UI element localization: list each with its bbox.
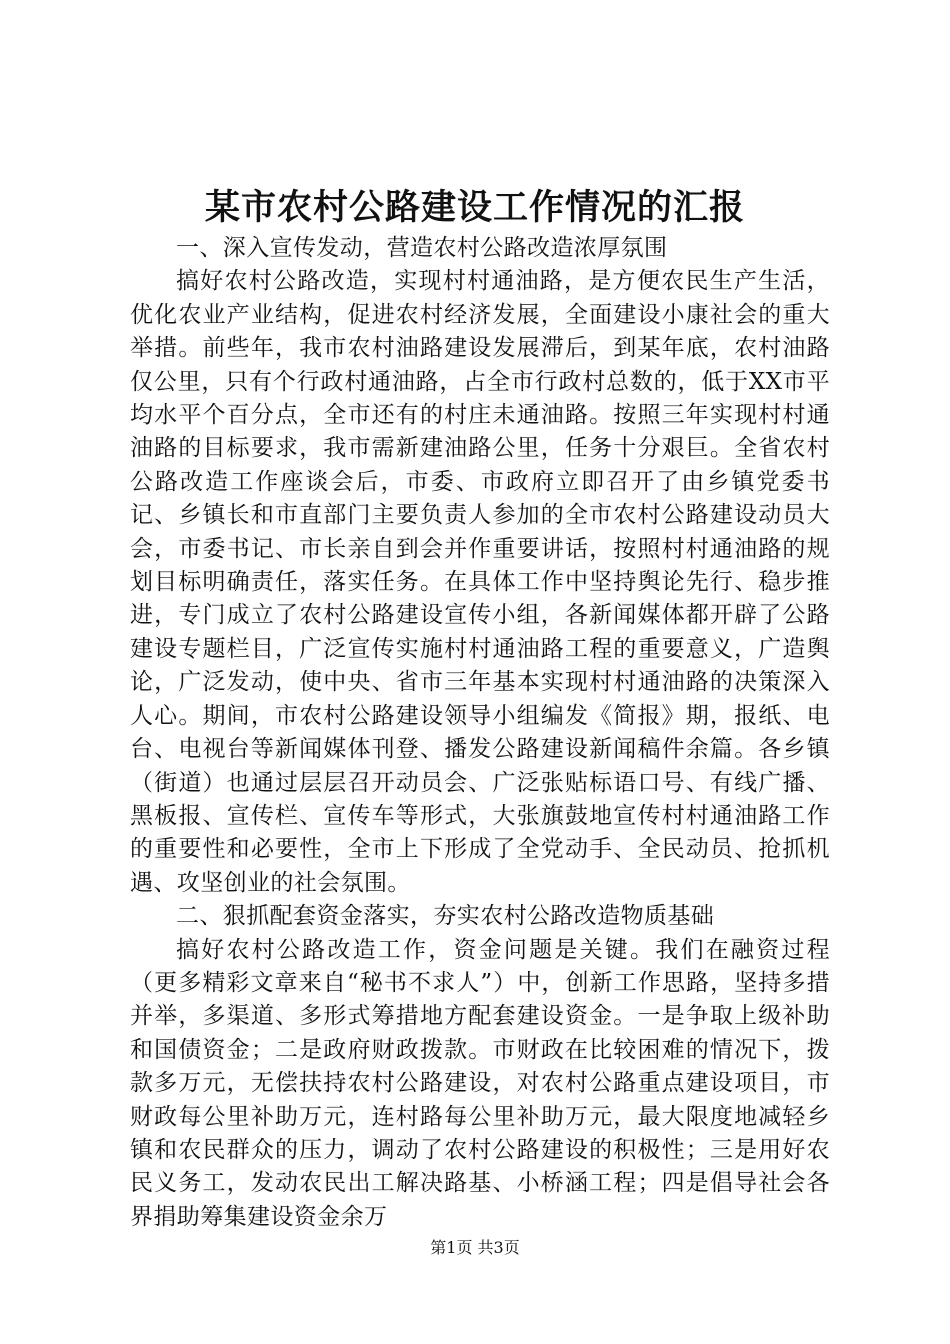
body-paragraph-2: 搞好农村公路改造工作，资金问题是关键。我们在融资过程（更多精彩文章来自“秘书不求人”）中，创新工作思路，坚持多措并举，多渠道、多形式筹措地方配套建设资金。一是争取上级补助和国债资金；二是政府财政拨款。市财政在比较困难的情况下，拨款多万元，无偿扶持农村公路建设，对农村公路重点建设项目，市财政每公里补助万元，连村路每公里补助万元，最大限度地减轻乡镇和农民群众的压力，调动了农村公路建设的积极性；三是用好农民义务工，发动农民出工解决路基、小桥涵工程；四是倡导社会各界捐助筹集建设资金余万 <box>130 936 830 1230</box>
document-body <box>130 232 830 1234</box>
document-title: 某市农村公路建设工作情况的汇报 <box>204 187 745 228</box>
section-heading-1: 一、深入宣传发动，营造农村公路改造浓厚氛围 <box>176 235 668 261</box>
page-footer: 第1页 共3页 <box>430 1238 520 1257</box>
section-heading-2: 二、狠抓配套资金落实，夯实农村公路改造物质基础 <box>176 903 715 930</box>
body-paragraph-1: 搞好农村公路改造，实现村村通油路，是方便农民生产生活，优化农业产业结构，促进农村经济发展，全面建设小康社会的重大举措。前些年，我市农村油路建设发展滞后，到某年底，农村油路仅公里，只有个行政村通油路，占全市行政村总数的，低于XX市平均水平个百分点，全市还有的村庄未通油路。按照三年实现村村通油路的目标要求，我市需新建油路公里，任务十分艰巨。全省农村公路改造工作座谈会后，市委、市政府立即召开了由乡镇党委书记、乡镇长和市直部门主要负责人参加的全市农村公路建设动员大会，市委书记、市长亲自到会并作重要讲话，按照村村通油路的规划目标明确责任，落实任务。在具体工作中坚持舆论先行、稳步推进，专门成立了农村公路建设宣传小组，各新闻媒体都开辟了公路建设专题栏目，广泛宣传实施村村通油路工程的重要意义，广造舆论，广泛发动，使中央、省市三年基本实现村村通油路的决策深入人心。期间，市农村公路建设领导小组编发《简报》期，报纸、电台、电视台等新闻媒体刊登、播发公路建设新闻稿件余篇。各乡镇（街道）也通过层层召开动员会、广泛张贴标语口号、有线广播、黑板报、宣传栏、宣传车等形式，大张旗鼓地宣传村村通油路工作的重要性和必要性，全市上下形成了全党动手、全民动员、抢抓机遇、攻坚创业的社会氛围。 <box>130 268 830 896</box>
